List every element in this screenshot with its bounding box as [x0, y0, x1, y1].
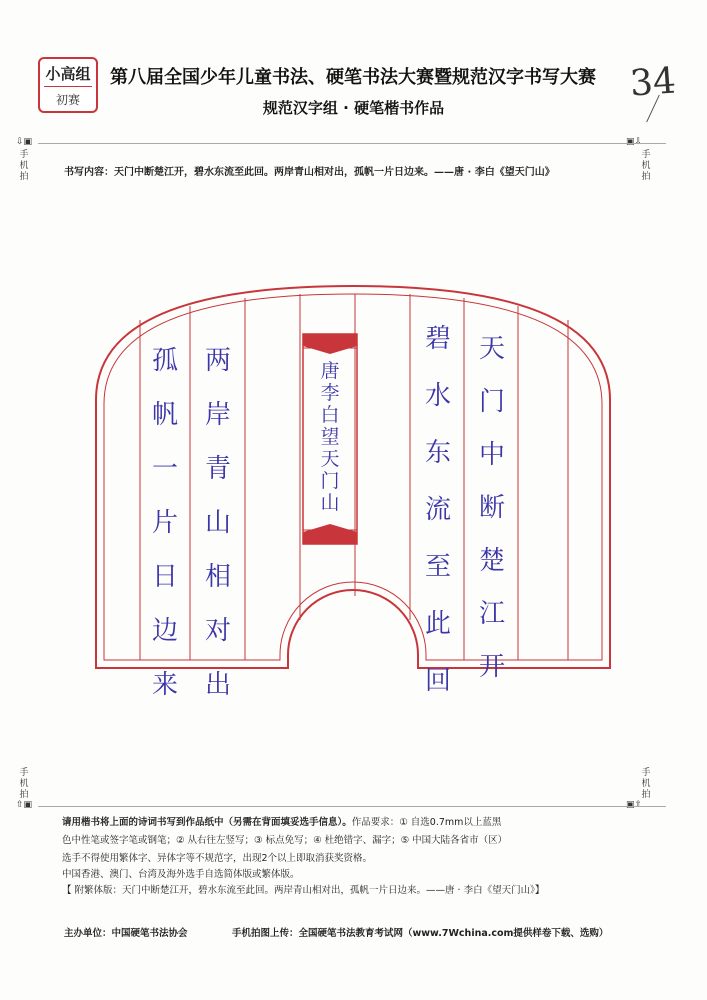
poem-char: 日: [151, 562, 178, 592]
poem-char: 岸: [204, 400, 231, 430]
side-label-right-bottom: 手 机 拍: [641, 768, 651, 800]
footer-organizer: 主办单位：中国硬笔书法协会: [64, 928, 188, 939]
poem-char: 楚: [478, 546, 505, 576]
signature-column: [306, 360, 354, 514]
poem-char: 江: [478, 599, 505, 629]
instructions-lead: 请用楷书将上面的诗词书写到作品纸中（另需在背面填妥选手信息）。: [62, 817, 352, 828]
poem-char: 边: [151, 616, 178, 646]
badge-stage-label: 初赛: [55, 93, 80, 107]
signature-char: 天: [320, 448, 340, 470]
instructions-requirements: 作品要求：① 自选0.7mm以上蓝黑: [351, 817, 502, 828]
poem-char: 对: [204, 616, 231, 646]
poem-column-2: [415, 318, 461, 697]
instructions-line-5: 【 附繁体版：天门中断楚江开，碧水东流至此回。两岸青山相对出，孤帆一片日边来。——唐 · 李白《望天门山》】: [62, 885, 545, 896]
signature-char: 唐: [320, 360, 340, 382]
upload-arrow-camera-icon-left-top: ⇩▣: [16, 137, 33, 147]
instructions-line-2: 色中性笔或签字笔或钢笔；② 从右往左竖写；③ 标点免写；④ 杜绝错字、漏字；⑤ 中国大陆各省市（区）: [62, 835, 508, 846]
poem-char: 相: [204, 562, 231, 592]
poem-char: 至: [424, 552, 451, 582]
poem-char: 一: [151, 454, 178, 484]
instructions-line-4: 中国香港、澳门、台湾及海外选手自选简体版或繁体版。: [62, 869, 300, 880]
writing-content-line: 书写内容：天门中断楚江开，碧水东流至此回。两岸青山相对出，孤帆一片日边来。——唐 · 李白《望天门山》: [64, 167, 555, 178]
bottom-divider: [38, 806, 666, 807]
poem-column-1: [470, 328, 514, 683]
poem-char: 流: [424, 495, 451, 525]
poem-char: 此: [424, 609, 451, 639]
signature-char: 门: [320, 470, 340, 492]
poem-char: 来: [151, 670, 178, 700]
page-subtitle: 规范汉字组 · 硬笔楷书作品: [262, 99, 445, 117]
footer-upload-info: 手机拍图上传：全国硬笔书法教育考试网（www.7Wchina.com提供样卷下载、选购）: [232, 928, 609, 939]
poem-char: 出: [204, 670, 231, 700]
side-label-right-top: 手 机 拍: [641, 150, 651, 182]
poem-char: 水: [424, 381, 451, 411]
camera-arrow-icon-right-bottom: ▣⇧: [626, 800, 643, 810]
signature-char: 李: [320, 382, 340, 404]
side-label-left-bottom: 手 机 拍: [19, 768, 29, 800]
camera-arrow-icon-right-top: ▣⇩: [626, 137, 643, 147]
badge-group-label: 小高组: [45, 65, 91, 83]
poem-char: 帆: [151, 400, 178, 430]
poem-column-4: [143, 340, 187, 701]
poem-column-3: [195, 340, 241, 701]
poem-char: 孤: [151, 346, 178, 376]
poem-char: 两: [204, 346, 231, 376]
poem-char: 门: [478, 387, 505, 417]
signature-char: 白: [320, 404, 340, 426]
poem-char: 开: [478, 652, 505, 682]
instructions-line-1: [62, 814, 642, 828]
poem-char: 碧: [424, 324, 451, 354]
page-title: 第八届全国少年儿童书法、硬笔书法大赛暨规范汉字书写大赛: [110, 67, 596, 88]
poem-char: 回: [424, 666, 451, 696]
instructions-line-3: 选手不得使用繁体字、异体字等不规范字，出现2个以上即取消获奖资格。: [62, 853, 373, 864]
handwritten-number: 34: [628, 60, 678, 105]
poem-char: 断: [478, 493, 505, 523]
poem-char: 片: [151, 508, 178, 538]
side-label-left-top: 手 机 拍: [19, 150, 29, 182]
poem-char: 中: [478, 440, 505, 470]
upload-arrow-camera-icon-left-bottom: ⇧▣: [16, 800, 33, 810]
poem-char: 青: [204, 454, 231, 484]
poem-char: 东: [424, 438, 451, 468]
poem-char: 天: [478, 334, 505, 364]
poem-char: 山: [204, 508, 231, 538]
signature-char: 望: [320, 426, 340, 448]
signature-char: 山: [320, 492, 340, 514]
